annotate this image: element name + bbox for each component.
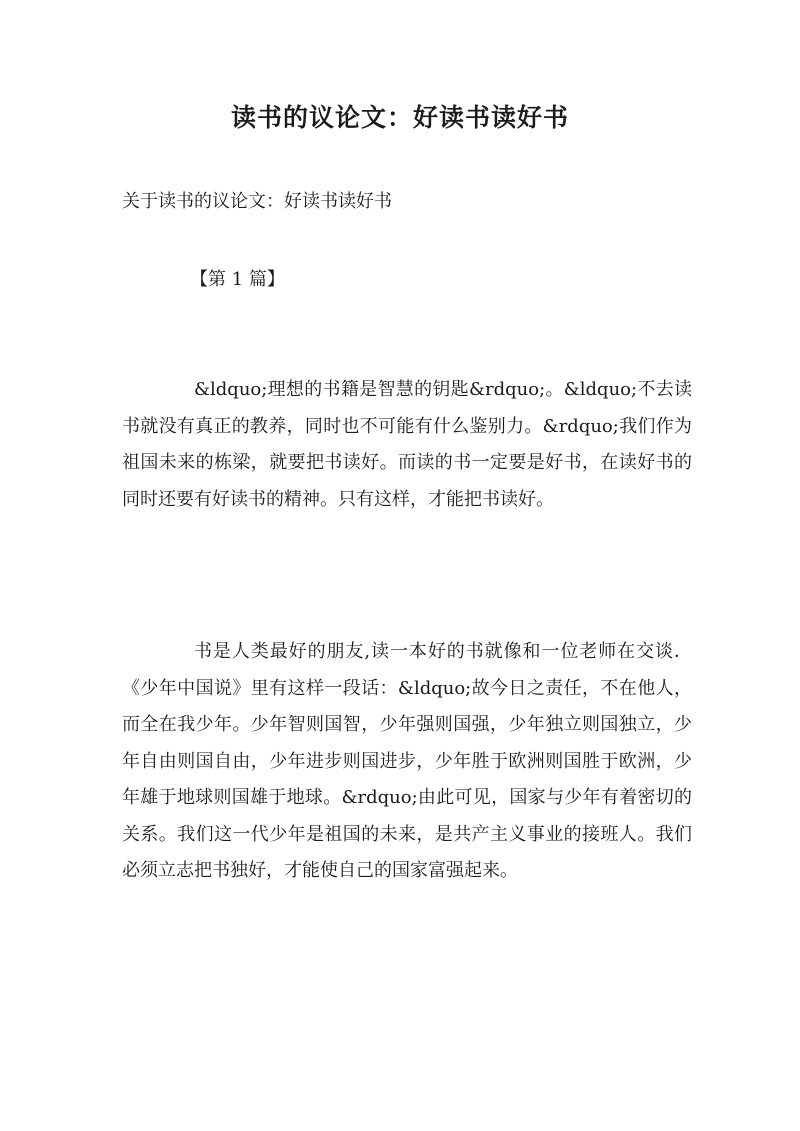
paragraph-1: &ldquo;理想的书籍是智慧的钥匙&rdquo;。&ldquo;不去读书就没有真正的教养，同时也不可能有什么鉴别力。&rdquo;我们作为祖国未来的栋梁，就要把书读好。而读的书一定要是好书，在读好书的同时还要有好读书的精神。只有这样，才能把书读好。 xyxy=(122,379,692,510)
document-title: 读书的议论文：好读书读好书 xyxy=(230,103,569,132)
document-subtitle: 关于读书的议论文：好读书读好书 xyxy=(122,191,392,212)
chapter-label: 【第 1 篇】 xyxy=(190,269,285,290)
paragraph-2: 书是人类最好的朋友,读一本好的书就像和一位老师在交谈．《少年中国说》里有这样一段话：&ldquo;故今日之责任，不在他人，而全在我少年。少年智则国智，少年强则国强，少年独立则国独立，少年自由则国自由，少年进步则国进步，少年胜于欧洲则国胜于欧洲，少年雄于地球则国雄于地球。&rdquo;由此可见，国家与少年有着密切的关系。我们这一代少年是祖国的未来，是共产主义事业的接班人。我们必须立志把书独好，才能使自己的国家富强起来。 xyxy=(122,641,692,881)
